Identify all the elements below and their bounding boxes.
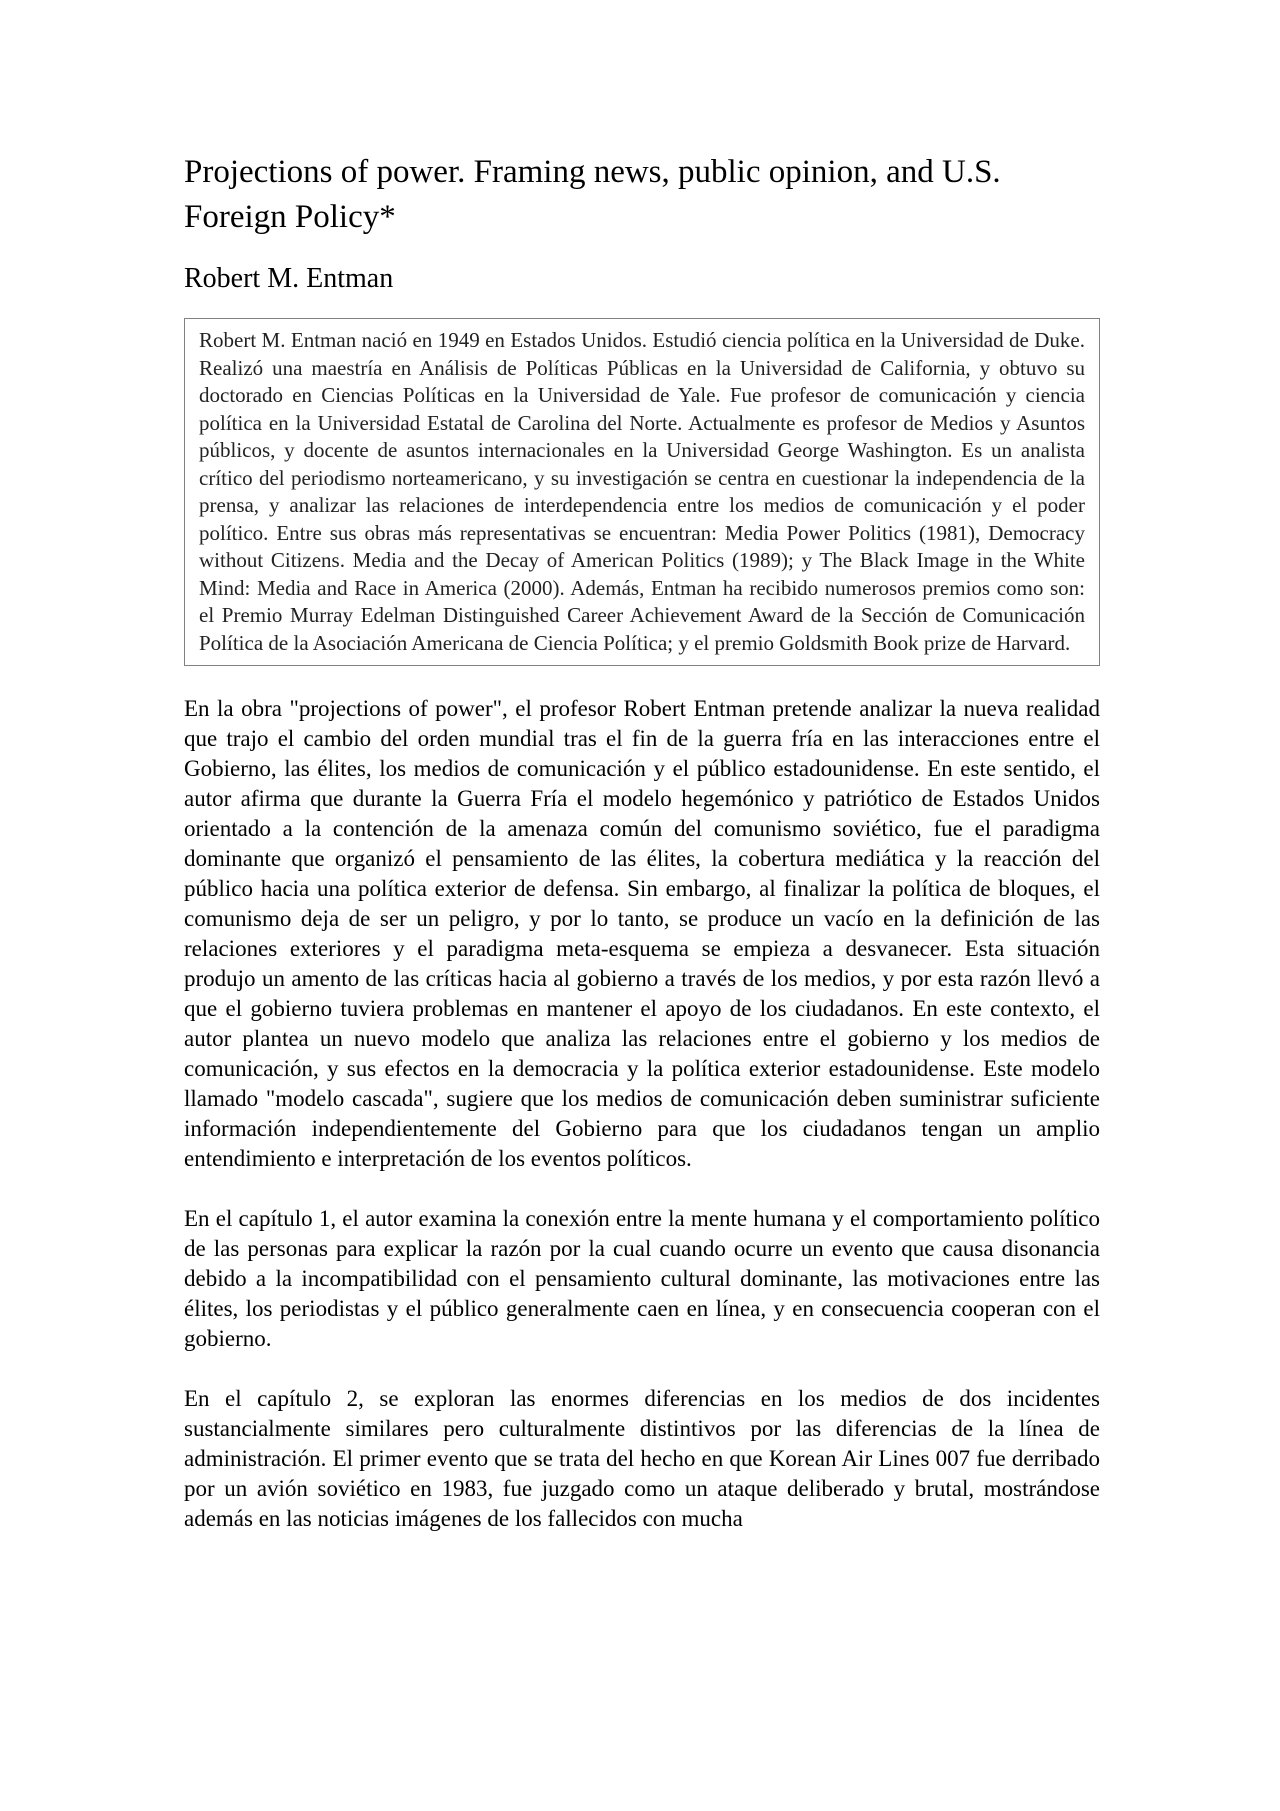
author-name: Robert M. Entman [184,263,394,294]
paragraph-chapter-2: En el capítulo 2, se exploran las enormes diferencias en los medios de dos incidentes sustancialmente similares pero culturalmente distintivos por las diferencias de la línea de administración. El primer evento que se trata del hecho en que Korean Air Lines 007 fue derribado por un avión soviético en 1983, fue juzgado como un ataque deliberado y brutal, mostrándose además en las noticias imágenes de los fallecidos con mucha [184,1386,1100,1531]
author-bio-box [184,318,1100,666]
document-title: Projections of power. Framing news, public opinion, and U.S. Foreign Policy* [184,154,1001,235]
paragraph-chapter-1: En el capítulo 1, el autor examina la conexión entre la mente humana y el comportamiento político de las personas para explicar la razón por la cual cuando ocurre un evento que causa disonancia debido a la incompatibilidad con el pensamiento cultural dominante, las motivaciones entre las élites, los periodistas y el público generalmente caen en línea, y en consecuencia cooperan con el gobierno. [184,1206,1100,1351]
author-bio-text: Robert M. Entman nació en 1949 en Estados Unidos. Estudió ciencia política en la Universidad de Duke. Realizó una maestría en Análisis de Políticas Públicas en la Universidad de California, y obtuvo su doctorado en Ciencias Políticas en la Universidad de Yale. Fue profesor de comunicación y ciencia política en la Universidad Estatal de Carolina del Norte. Actualmente es profesor de Medios y Asuntos públicos, y docente de asuntos internacionales en la Universidad George Washington. Es un analista crítico del periodismo norteamericano, y su investigación se centra en cuestionar la independencia de la prensa, y analizar las relaciones de interdependencia entre los medios de comunicación y el poder político. Entre sus obras más representativas se encuentran: Media Power Politics (1981), Democracy without Citizens. Media and the Decay of American Politics (1989); y The Black Image in the White Mind: Media and Race in America (2000). Además, Entman ha recibido numerosos premios como son: el Premio Murray Edelman Distinguished Career Achievement Award de la Sección de Comunicación Política de la Asociación Americana de Ciencia Política; y el premio Goldsmith Book prize de Harvard. [199,328,1085,655]
document-page [184,150,1100,1534]
paragraph-intro: En la obra "projections of power", el profesor Robert Entman pretende analizar la nueva realidad que trajo el cambio del orden mundial tras el fin de la guerra fría en las interacciones entre el Gobierno, las élites, los medios de comunicación y el público estadounidense. En este sentido, el autor afirma que durante la Guerra Fría el modelo hegemónico y patriótico de Estados Unidos orientado a la contención de la amenaza común del comunismo soviético, fue el paradigma dominante que organizó el pensamiento de las élites, la cobertura mediática y la reacción del público hacia una política exterior de defensa. Sin embargo, al finalizar la política de bloques, el comunismo deja de ser un peligro, y por lo tanto, se produce un vacío en la definición de las relaciones exteriores y el paradigma meta-esquema se empieza a desvanecer. Esta situación produjo un amento de las críticas hacia al gobierno a través de los medios, y por esta razón llevó a que el gobierno tuviera problemas en mantener el apoyo de los ciudadanos. En este contexto, el autor plantea un nuevo modelo que analiza las relaciones entre el gobierno y los medios de comunicación, y sus efectos en la democracia y la política exterior estadounidense. Este modelo llamado "modelo cascada", sugiere que los medios de comunicación deben suministrar suficiente información independientemente del Gobierno para que los ciudadanos tengan un amplio entendimiento e interpretación de los eventos políticos. [184,696,1100,1171]
